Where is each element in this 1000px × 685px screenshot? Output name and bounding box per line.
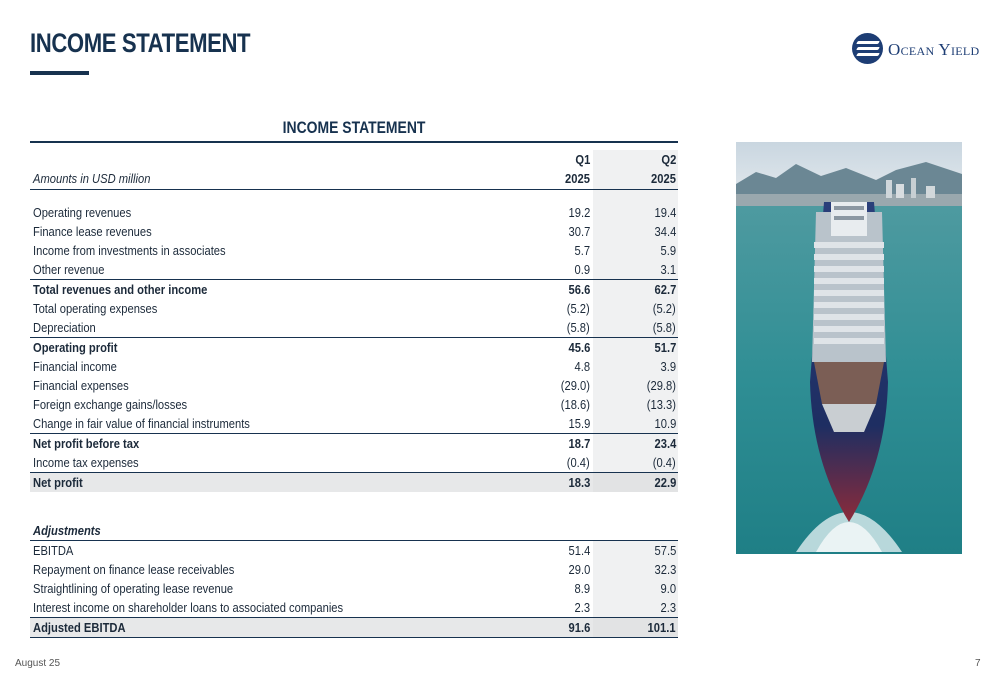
row-value-q2: 57.5 <box>593 541 678 561</box>
column-header-q2-period: Q2 <box>593 150 678 169</box>
row-label: Net profit <box>30 473 508 493</box>
row-value-q1: 5.7 <box>574 243 590 258</box>
table-header-row <box>30 169 678 189</box>
table-row <box>30 241 678 260</box>
row-label: Financial income <box>33 359 117 374</box>
row-value-q1: (18.6) <box>560 397 590 412</box>
column-header-q1-year: 2025 <box>508 169 593 189</box>
row-label: Straightlining of operating lease revenue <box>33 581 234 596</box>
logo-wordmark: Ocean Yield <box>888 40 980 59</box>
row-label: Operating profit <box>30 338 508 358</box>
row-value-q2: 51.7 <box>593 338 678 358</box>
row-value-q2: (29.8) <box>593 376 678 395</box>
container-ship-image <box>736 142 962 554</box>
row-value-q2: 2.3 <box>593 598 678 618</box>
row-value-q1: (29.0) <box>560 378 590 393</box>
table-row <box>30 541 678 561</box>
ocean-yield-logo <box>852 33 982 69</box>
container-ship-photo <box>736 142 962 554</box>
row-value-q1: 18.3 <box>508 473 593 493</box>
row-value-q1: 29.0 <box>568 562 590 577</box>
footer-date: August 25 <box>15 658 61 669</box>
row-value-q2: 34.4 <box>593 222 678 241</box>
row-value-q2: 5.9 <box>593 241 678 260</box>
row-value-q1: (5.8) <box>567 320 590 335</box>
row-value-q2: 32.3 <box>593 560 678 579</box>
page-number: 7 <box>975 658 981 669</box>
table-row <box>30 357 678 376</box>
table-header-row <box>30 150 678 169</box>
row-value-q2: (13.3) <box>593 395 678 414</box>
row-value-q1: 19.2 <box>568 205 590 220</box>
table-row <box>30 395 678 414</box>
row-value-q1: 56.6 <box>508 280 593 300</box>
table-row <box>30 376 678 395</box>
row-label: Change in fair value of financial instruments <box>33 416 250 431</box>
row-value-q1: 30.7 <box>568 224 590 239</box>
row-value-q1: 51.4 <box>568 543 590 558</box>
row-value-q2: 10.9 <box>593 414 678 434</box>
wave-logo-icon <box>852 33 883 64</box>
row-value-q2: (5.2) <box>593 299 678 318</box>
row-value-q2: 101.1 <box>593 618 678 638</box>
amounts-label: Amounts in USD million <box>30 169 508 189</box>
row-value-q2: (0.4) <box>593 453 678 473</box>
table-row <box>30 280 678 300</box>
row-label: EBITDA <box>33 543 74 558</box>
adjustment-rows <box>30 541 678 638</box>
column-header-q2-year: 2025 <box>593 169 678 189</box>
row-value-q1: 0.9 <box>574 262 590 277</box>
row-value-q2: 62.7 <box>593 280 678 300</box>
row-label: Interest income on shareholder loans to associated companies <box>33 600 344 615</box>
income-rows <box>30 203 678 492</box>
table-row <box>30 222 678 241</box>
table-row <box>30 453 678 473</box>
row-value-q1: 18.7 <box>508 434 593 454</box>
row-value-q2: 23.4 <box>593 434 678 454</box>
table-title: INCOME STATEMENT <box>282 118 426 137</box>
table-row <box>30 203 678 222</box>
row-label: Income tax expenses <box>33 455 139 470</box>
table-row <box>30 414 678 434</box>
row-value-q1: 4.8 <box>574 359 590 374</box>
row-label: Total revenues and other income <box>30 280 508 300</box>
row-label: Adjusted EBITDA <box>30 618 508 638</box>
row-value-q1: 91.6 <box>508 618 593 638</box>
table-row <box>30 560 678 579</box>
row-label: Repayment on finance lease receivables <box>33 562 235 577</box>
table-row <box>30 299 678 318</box>
row-value-q2: 9.0 <box>593 579 678 598</box>
table-row <box>30 434 678 454</box>
income-statement-table <box>30 150 678 638</box>
row-value-q2: (5.8) <box>593 318 678 338</box>
table-row <box>30 579 678 598</box>
row-value-q2: 19.4 <box>593 203 678 222</box>
row-value-q1: 8.9 <box>574 581 590 596</box>
row-value-q2: 3.1 <box>593 260 678 280</box>
table-top-rule <box>30 141 678 143</box>
row-label: Depreciation <box>33 320 96 335</box>
row-label: Other revenue <box>33 262 105 277</box>
table-row <box>30 338 678 358</box>
column-header-q1-period: Q1 <box>575 152 590 167</box>
title-underline <box>30 71 89 75</box>
row-value-q2: 22.9 <box>593 473 678 493</box>
table-row <box>30 473 678 493</box>
row-value-q1: (0.4) <box>567 455 590 470</box>
row-value-q1: 15.9 <box>568 416 590 431</box>
page-title: INCOME STATEMENT <box>30 28 251 58</box>
row-value-q1: (5.2) <box>567 301 590 316</box>
row-value-q2: 3.9 <box>593 357 678 376</box>
table-row <box>30 318 678 338</box>
row-label: Income from investments in associates <box>33 243 226 258</box>
row-label: Net profit before tax <box>30 434 508 454</box>
row-value-q1: 2.3 <box>574 600 590 615</box>
row-label: Financial expenses <box>33 378 129 393</box>
adjustments-header: Adjustments <box>30 521 678 541</box>
table-row <box>30 598 678 618</box>
table-row <box>30 260 678 280</box>
table-row <box>30 618 678 638</box>
row-label: Total operating expenses <box>33 301 158 316</box>
row-label: Operating revenues <box>33 205 132 220</box>
row-value-q1: 45.6 <box>508 338 593 358</box>
row-label: Finance lease revenues <box>33 224 152 239</box>
row-label: Foreign exchange gains/losses <box>33 397 188 412</box>
